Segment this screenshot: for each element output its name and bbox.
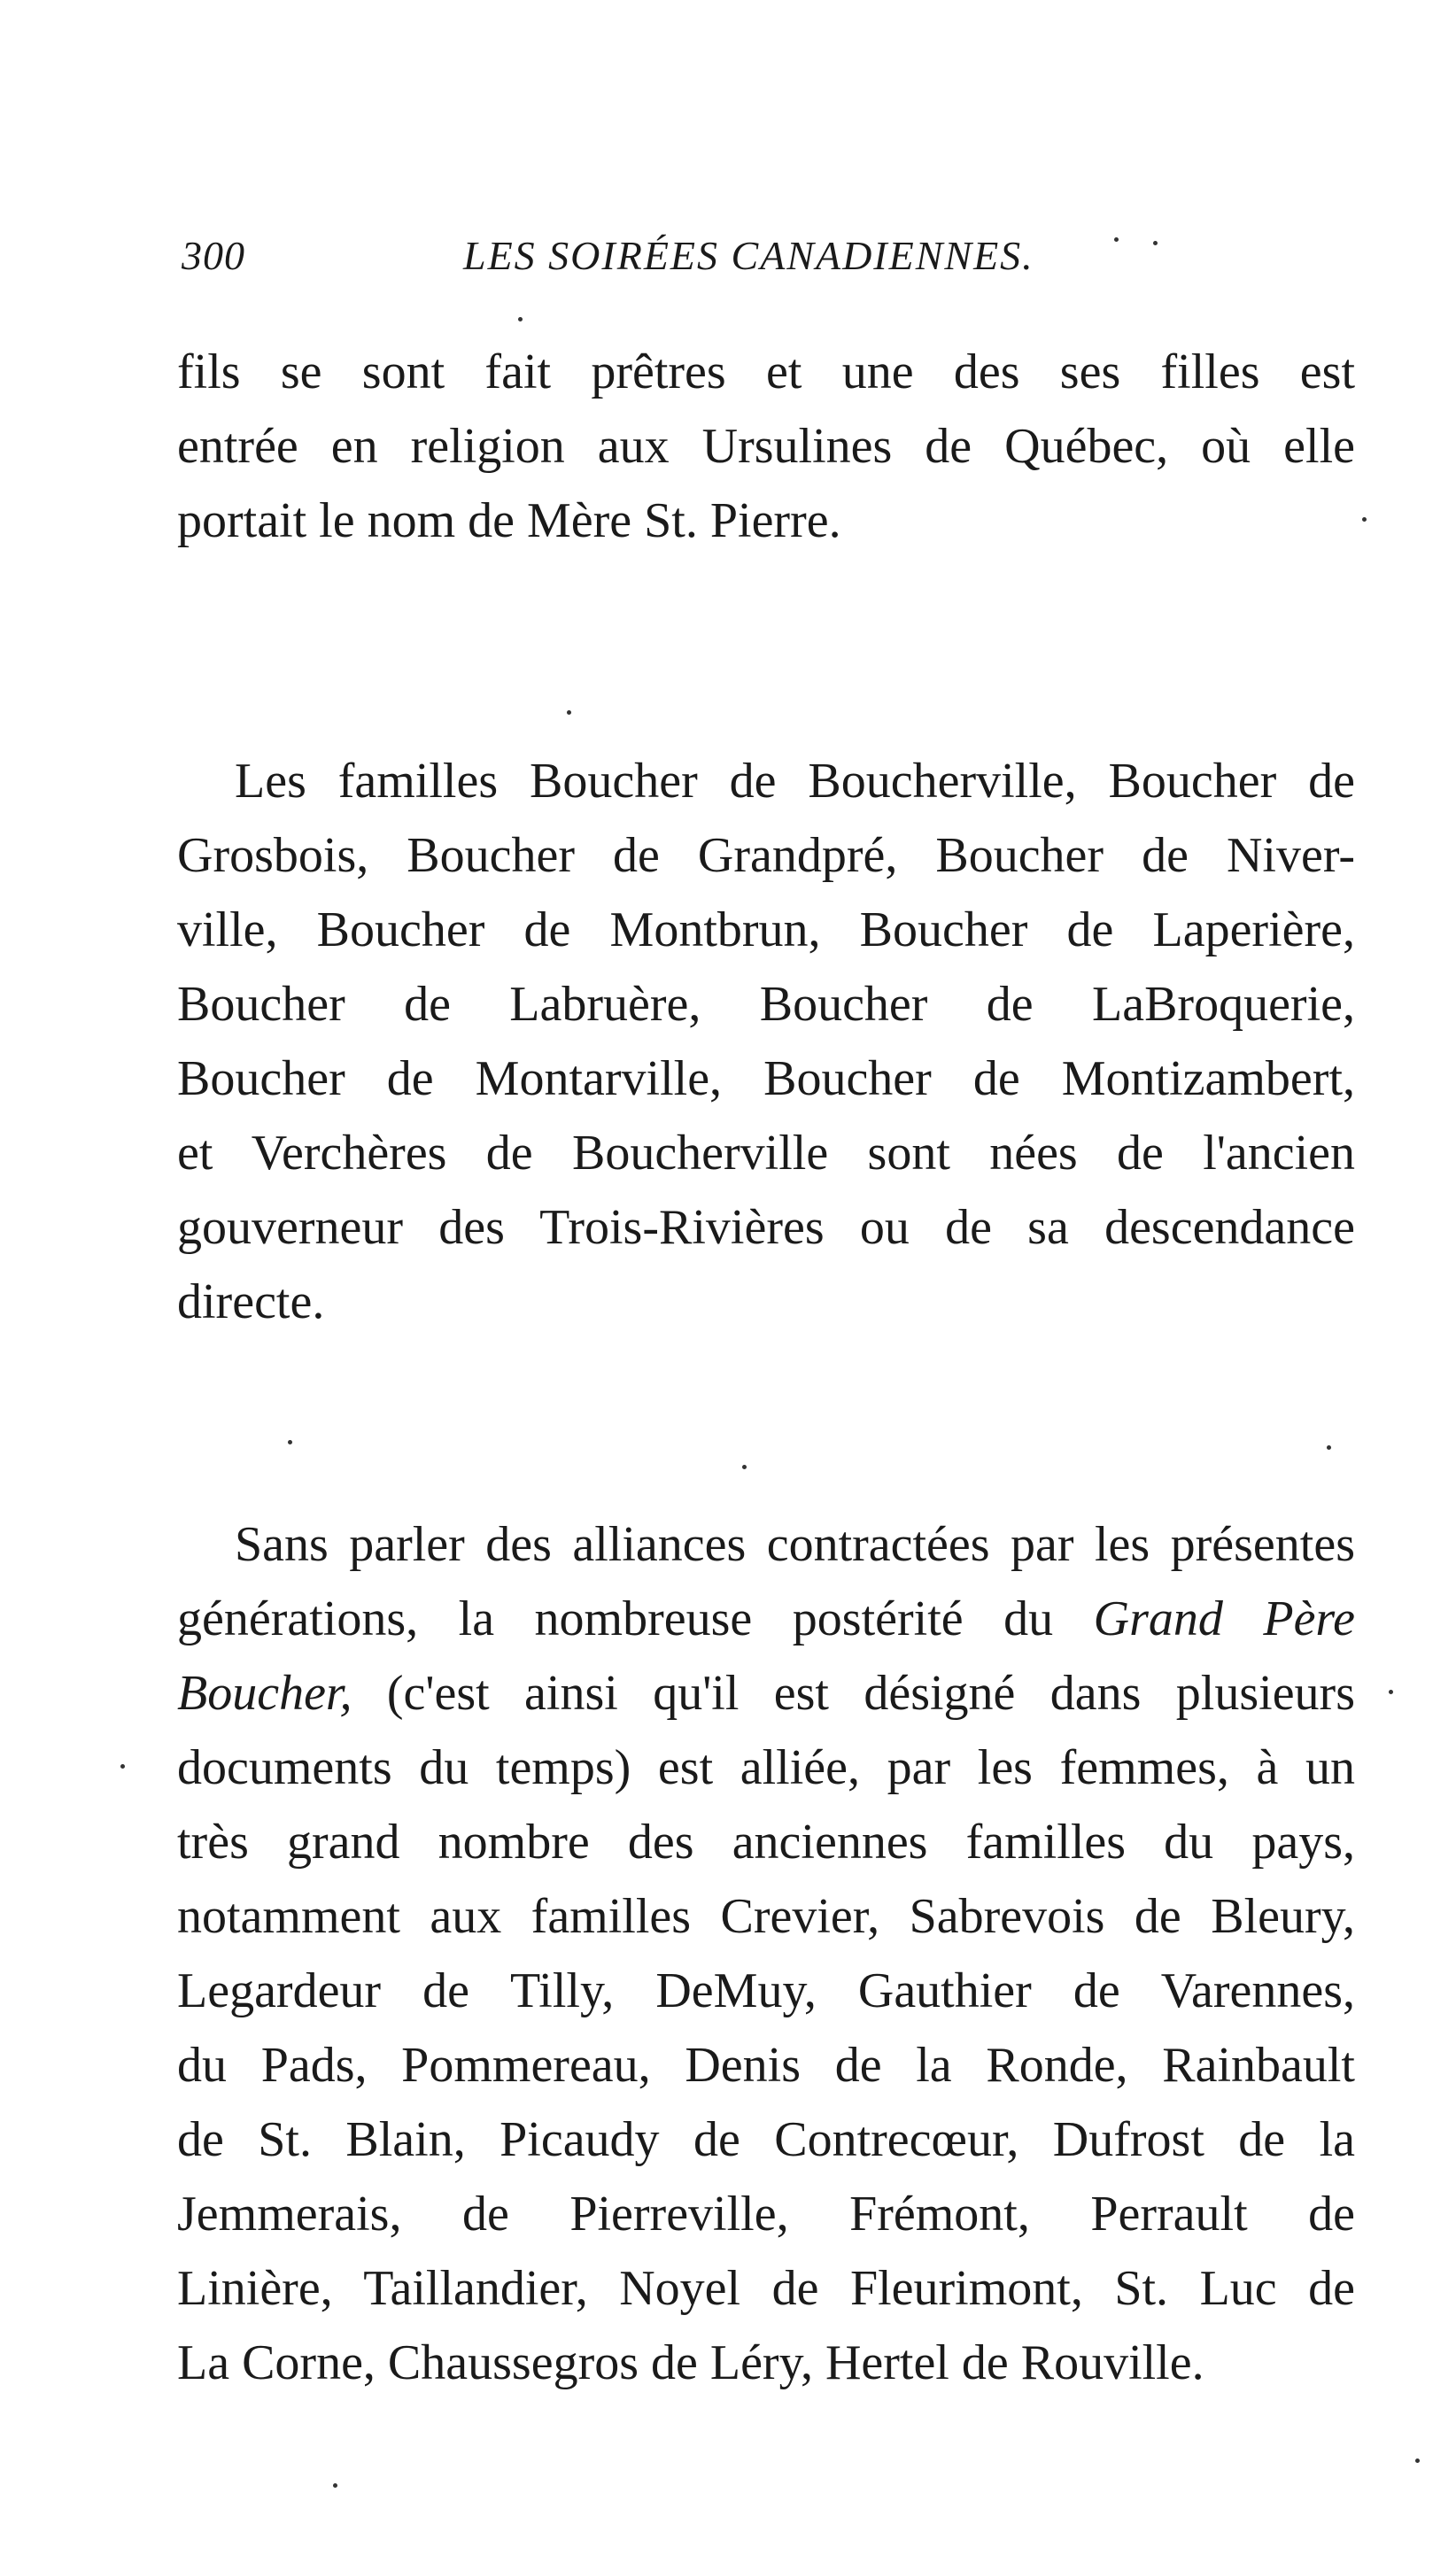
- italic-term: Boucher,: [177, 1666, 352, 1721]
- text-line: Grosbois, Boucher de Grandpré, Boucher de Niver-: [177, 828, 1355, 883]
- scan-speck: [567, 710, 571, 715]
- scan-speck: [1362, 517, 1367, 522]
- page-number: 300: [182, 233, 245, 278]
- text-line: La Corne, Chaussegros de Léry, Hertel de Rouville.: [177, 2335, 1204, 2390]
- text-line: Boucher de Labruère, Boucher de LaBroquerie,: [177, 977, 1355, 1032]
- scan-speck: [120, 1764, 125, 1769]
- scan-speck: [1114, 237, 1119, 242]
- scan-speck: [742, 1465, 747, 1469]
- text-line: Les familles Boucher de Boucherville, Boucher de: [235, 754, 1355, 809]
- running-head: [182, 232, 1359, 294]
- running-title: LES SOIRÉES CANADIENNES.: [463, 233, 1034, 278]
- text-line: documents du temps) est alliée, par les femmes, à un: [177, 1740, 1355, 1795]
- text-line: entrée en religion aux Ursulines de Québec, où elle: [177, 419, 1355, 474]
- text-segment: Sans parler des alliances contractées par les présentes: [235, 1517, 1355, 1572]
- text-line: de St. Blain, Picaudy de Contrecœur, Dufrost de la: [177, 2112, 1355, 2167]
- scan-speck: [518, 317, 523, 321]
- text-segment: générations, la nombreuse postérité du: [177, 1591, 1054, 1646]
- text-line: [177, 1582, 1355, 1656]
- scan-speck: [1153, 241, 1158, 245]
- scan-speck: [333, 2483, 337, 2488]
- text-line: du Pads, Pommereau, Denis de la Ronde, Rainbault: [177, 2038, 1355, 2093]
- paragraph-1: [177, 335, 1355, 558]
- text-line: Jemmerais, de Pierreville, Frémont, Perrault de: [177, 2187, 1355, 2242]
- text-line: notamment aux familles Crevier, Sabrevois de Bleury,: [177, 1889, 1355, 1944]
- text-line: [177, 1507, 1355, 1582]
- text-segment: (c'est ainsi qu'il est désigné dans plusieurs: [386, 1666, 1355, 1721]
- text-line: directe.: [177, 1274, 325, 1329]
- paragraph-3: [177, 1507, 1355, 2400]
- paragraph-2: [177, 744, 1355, 1339]
- text-line: très grand nombre des anciennes familles du pays,: [177, 1815, 1355, 1870]
- scan-speck: [288, 1440, 292, 1444]
- text-line: Boucher de Montarville, Boucher de Montizambert,: [177, 1051, 1355, 1106]
- text-line: portait le nom de Mère St. Pierre.: [177, 493, 841, 548]
- text-line: ville, Boucher de Montbrun, Boucher de Laperière,: [177, 902, 1355, 957]
- text-line: Legardeur de Tilly, DeMuy, Gauthier de Varennes,: [177, 1963, 1355, 2018]
- scan-speck: [1389, 1690, 1393, 1694]
- italic-term: Grand Père: [1093, 1591, 1355, 1646]
- text-line: et Verchères de Boucherville sont nées de l'ancien: [177, 1126, 1355, 1181]
- scan-speck: [1415, 2458, 1420, 2463]
- scan-speck: [1327, 1445, 1331, 1450]
- text-line: fils se sont fait prêtres et une des ses filles est: [177, 345, 1355, 399]
- text-line: gouverneur des Trois-Rivières ou de sa descendance: [177, 1200, 1355, 1255]
- text-line: [177, 1656, 1355, 1731]
- text-line: Linière, Taillandier, Noyel de Fleurimont, St. Luc de: [177, 2261, 1355, 2316]
